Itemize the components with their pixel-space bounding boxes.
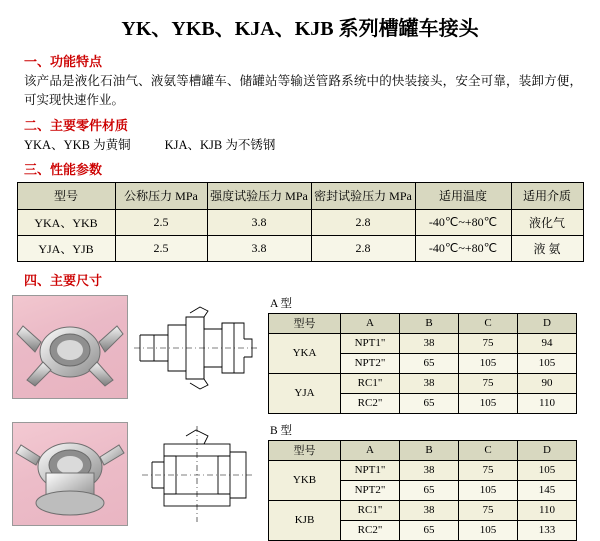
- table-row: [269, 460, 577, 480]
- col-header: A: [341, 313, 400, 333]
- section-heading-dimensions: 四、主要尺寸: [24, 272, 103, 288]
- cell-model: KJB: [269, 500, 341, 540]
- col-header: 密封试验压力 MPa: [311, 182, 415, 209]
- cell-c: 75: [459, 460, 518, 480]
- col-header: B: [400, 440, 459, 460]
- cell-b: 65: [400, 393, 459, 413]
- dimension-table-b-label: B 型: [270, 424, 293, 437]
- cell-d: 90: [518, 373, 577, 393]
- dimension-table-b: [268, 440, 577, 541]
- performance-table: [17, 182, 584, 262]
- cell-c: 75: [459, 373, 518, 393]
- product-photo-b: [12, 422, 128, 526]
- section-heading-features: 一、功能特点: [24, 54, 103, 69]
- table-row: [269, 373, 577, 393]
- page-title: YK、YKB、KJA、KJB 系列槽罐车接头: [121, 18, 479, 40]
- col-header: C: [459, 440, 518, 460]
- cell-medium: 液化气: [511, 209, 583, 235]
- cell-nominal-pressure: 2.5: [115, 209, 207, 235]
- cell-nominal-pressure: 2.5: [115, 235, 207, 261]
- col-header: 型号: [269, 313, 341, 333]
- cell-a: RC2": [341, 520, 400, 540]
- col-header: B: [400, 313, 459, 333]
- cell-b: 65: [400, 353, 459, 373]
- cell-b: 38: [400, 373, 459, 393]
- technical-drawing-a: [134, 295, 260, 399]
- dimension-table-a: [268, 313, 577, 414]
- table-header-row: [17, 182, 583, 209]
- col-header: D: [518, 440, 577, 460]
- col-header: 公称压力 MPa: [115, 182, 207, 209]
- col-header: C: [459, 313, 518, 333]
- dimension-row-b: [12, 422, 588, 541]
- materials-line: [24, 136, 588, 155]
- cell-d: 145: [518, 480, 577, 500]
- cell-c: 105: [459, 480, 518, 500]
- col-header: 强度试验压力 MPa: [207, 182, 311, 209]
- cell-c: 75: [459, 333, 518, 353]
- cell-medium: 液 氨: [511, 235, 583, 261]
- cell-model: YJA、YJB: [17, 235, 115, 261]
- cell-seal-pressure: 2.8: [311, 235, 415, 261]
- table-header-row: [269, 313, 577, 333]
- cell-temperature: -40℃~+80℃: [415, 209, 511, 235]
- cell-d: 133: [518, 520, 577, 540]
- cell-c: 105: [459, 353, 518, 373]
- cell-b: 38: [400, 460, 459, 480]
- cell-b: 38: [400, 333, 459, 353]
- technical-drawing-b: [134, 422, 260, 526]
- cell-strength-pressure: 3.8: [207, 235, 311, 261]
- cell-a: NPT1": [341, 460, 400, 480]
- cell-d: 110: [518, 500, 577, 520]
- cell-c: 105: [459, 520, 518, 540]
- cell-a: RC1": [341, 373, 400, 393]
- table-row: [269, 500, 577, 520]
- cell-a: NPT2": [341, 353, 400, 373]
- dimension-table-b-area: [268, 422, 588, 541]
- cell-b: 38: [400, 500, 459, 520]
- col-header: A: [341, 440, 400, 460]
- col-header: 型号: [269, 440, 341, 460]
- cell-d: 105: [518, 460, 577, 480]
- col-header: D: [518, 313, 577, 333]
- cell-model: YKB: [269, 460, 341, 500]
- cell-b: 65: [400, 520, 459, 540]
- cell-seal-pressure: 2.8: [311, 209, 415, 235]
- table-row: [17, 209, 583, 235]
- col-header: 适用温度: [415, 182, 511, 209]
- table-header-row: [269, 440, 577, 460]
- cell-temperature: -40℃~+80℃: [415, 235, 511, 261]
- cell-a: NPT2": [341, 480, 400, 500]
- cell-model: YKA、YKB: [17, 209, 115, 235]
- col-header: 适用介质: [511, 182, 583, 209]
- cell-a: RC1": [341, 500, 400, 520]
- cell-c: 105: [459, 393, 518, 413]
- cell-d: 105: [518, 353, 577, 373]
- section-heading-performance: 三、性能参数: [24, 161, 103, 177]
- cell-a: NPT1": [341, 333, 400, 353]
- cell-a: RC2": [341, 393, 400, 413]
- section-heading-materials: 二、主要零件材质: [24, 117, 129, 133]
- cell-c: 75: [459, 500, 518, 520]
- cell-b: 65: [400, 480, 459, 500]
- materials-brass: YKA、YKB 为黄铜: [24, 137, 131, 152]
- cell-model: YKA: [269, 333, 341, 373]
- cell-strength-pressure: 3.8: [207, 209, 311, 235]
- cell-d: 94: [518, 333, 577, 353]
- cell-d: 110: [518, 393, 577, 413]
- cell-model: YJA: [269, 373, 341, 413]
- dimensions-section: [12, 295, 588, 541]
- features-paragraph: 该产品是液化石油气、液氨等槽罐车、储罐站等输送管路系统中的快装接头，安全可靠，装卸方便，可实现快速作业。: [24, 74, 582, 108]
- dimension-row-a: [12, 295, 588, 414]
- dimension-table-a-label: A 型: [270, 297, 293, 310]
- table-row: [269, 333, 577, 353]
- col-header: 型号: [17, 182, 115, 209]
- product-photo-a: [12, 295, 128, 399]
- materials-steel: KJA、KJB 为不锈钢: [164, 137, 276, 152]
- dimension-table-a-area: [268, 295, 588, 414]
- table-row: [17, 235, 583, 261]
